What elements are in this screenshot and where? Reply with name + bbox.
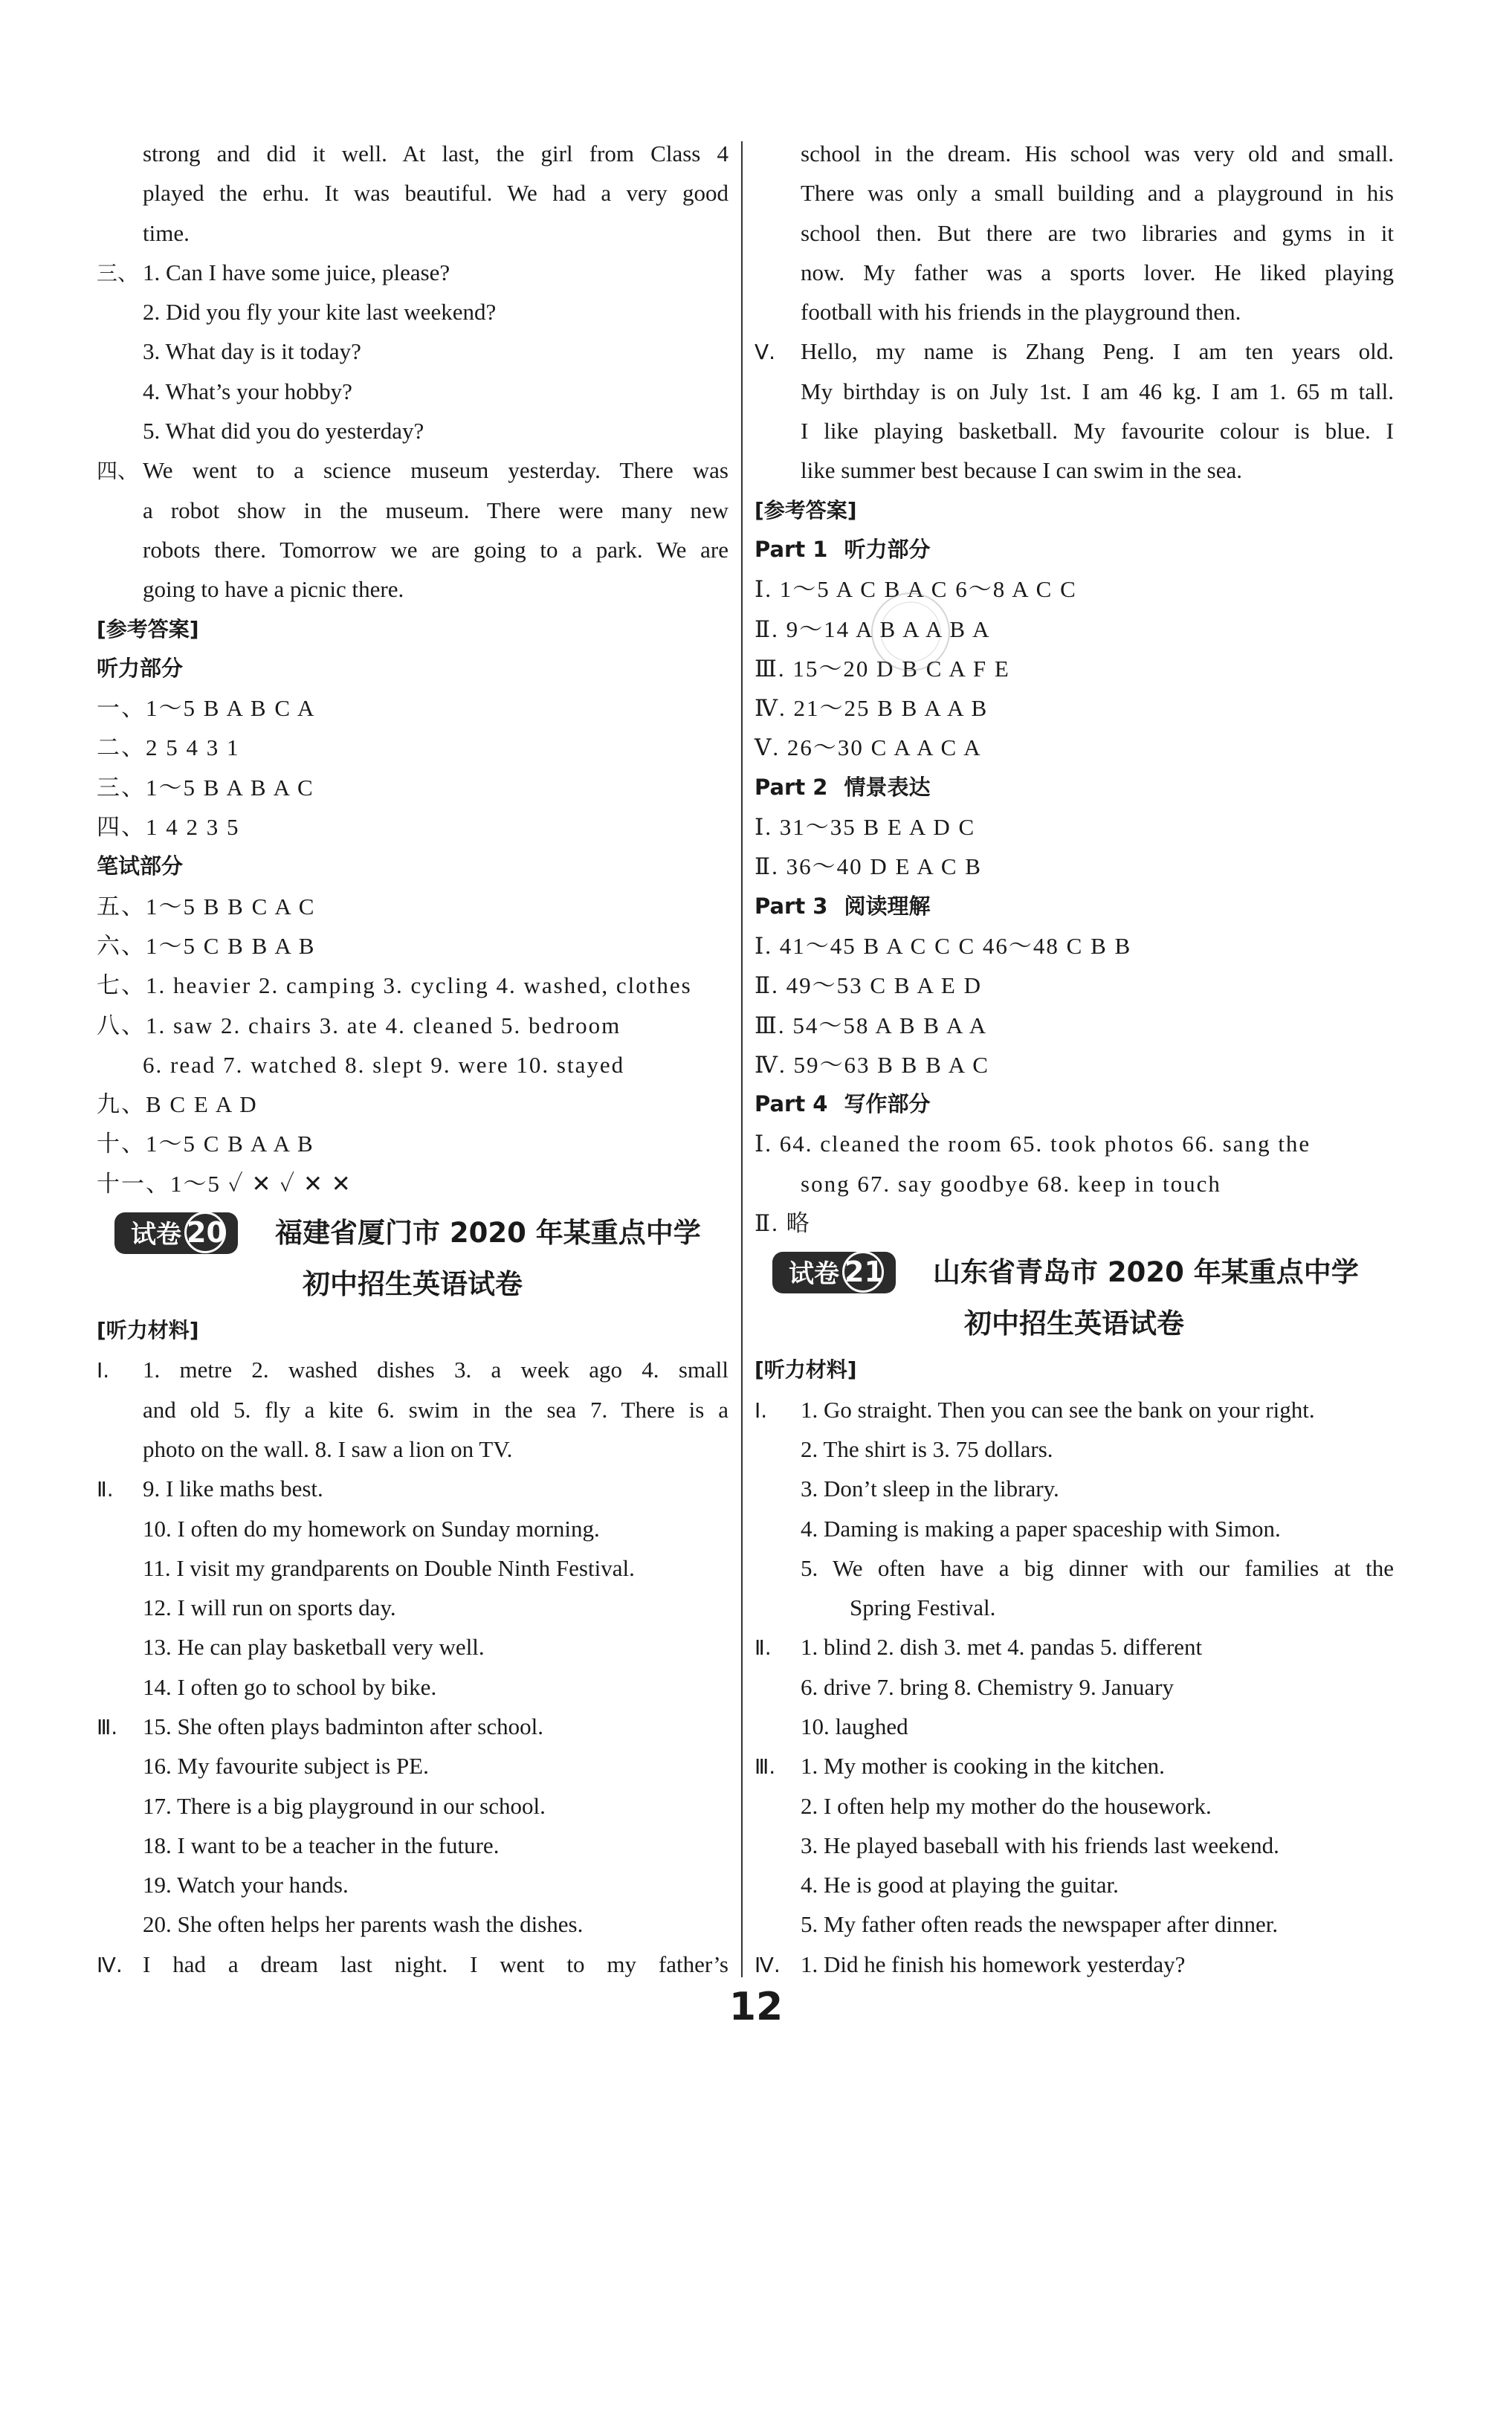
- text-line: [97, 332, 728, 371]
- line-text: 5. We often have a big dinner with our families at the: [801, 1554, 1394, 1581]
- material-line: [755, 1667, 1394, 1707]
- test-badge-label: 试卷: [789, 1259, 839, 1290]
- material-line: [97, 1588, 728, 1627]
- line-text: 10. laughed: [801, 1713, 908, 1739]
- material-line: [755, 1904, 1394, 1944]
- column-divider: [741, 141, 743, 1977]
- answer-line: [97, 1164, 728, 1203]
- section-label: Ⅱ.: [97, 1477, 114, 1502]
- text-line: [755, 213, 1394, 253]
- line-text: Hello, my name is Zhang Peng. I am ten years old.: [801, 338, 1394, 365]
- material-line: [97, 1429, 728, 1469]
- line-text: 1. My mother is cooking in the kitchen.: [801, 1753, 1165, 1780]
- section-label: 四、: [97, 459, 139, 484]
- line-text: football with his friends in the playground then.: [801, 299, 1241, 326]
- material-heading: [听力材料]: [97, 1318, 199, 1343]
- material-line: [97, 1865, 728, 1904]
- material-line: [755, 1548, 1394, 1588]
- line-text: going to have a picnic there.: [143, 576, 404, 603]
- line-text: now. My father was a sports lover. He liked playing: [801, 259, 1394, 285]
- material-line: [755, 1469, 1394, 1508]
- text-line: [755, 450, 1394, 490]
- answer-line: 四、1 4 2 3 5: [97, 814, 240, 841]
- line-text: 12. I will run on sports day.: [143, 1594, 396, 1621]
- answer-line: Ⅲ. 54～58 A B B A A: [755, 1012, 988, 1038]
- page-number: 12: [728, 1985, 784, 2029]
- material-line: [97, 1786, 728, 1826]
- part-heading-en: Part 3: [755, 893, 828, 919]
- part-heading: [755, 1085, 1394, 1124]
- section-label: Ⅱ.: [755, 1635, 772, 1661]
- section-label: Ⅳ.: [97, 1952, 123, 1977]
- text-line: [755, 134, 1394, 173]
- test-title: 山东省青岛市 2020 年某重点中学: [933, 1256, 1359, 1289]
- line-text: 1. Can I have some juice, please?: [143, 259, 450, 285]
- answer-line: song 67. say goodbye 68. keep in touch: [801, 1170, 1221, 1197]
- line-text: 14. I often go to school by bike.: [143, 1673, 437, 1700]
- part-heading-cn: 情景表达: [844, 774, 931, 800]
- answer-line: Ⅱ. 36～40 D E A C B: [755, 853, 982, 880]
- text-line: [97, 213, 728, 253]
- line-text: a robot show in the museum. There were many new: [143, 497, 728, 523]
- test-subtitle: 初中招生英语试卷: [964, 1308, 1184, 1340]
- material-line: [755, 1865, 1394, 1904]
- line-text: 10. I often do my homework on Sunday morning.: [143, 1515, 600, 1542]
- part-heading: [755, 768, 1394, 807]
- line-text: 17. There is a big playground in our school.: [143, 1792, 546, 1819]
- line-text: 1. Did he finish his homework yesterday?: [801, 1951, 1186, 1977]
- line-text: 4. Daming is making a paper spaceship with Simon.: [801, 1515, 1281, 1542]
- line-text: time.: [143, 219, 190, 246]
- line-text: 3. Don’t sleep in the library.: [801, 1476, 1059, 1502]
- material-line: [755, 1826, 1394, 1865]
- line-text: 九、B C E A D: [97, 1091, 258, 1118]
- part-heading-en: Part 2: [755, 774, 828, 800]
- line-text: 3. What day is it today?: [143, 338, 361, 365]
- material-line: [755, 1627, 1394, 1667]
- left-column: [97, 134, 728, 1984]
- line-text: 5. My father often reads the newspaper after dinner.: [801, 1911, 1279, 1938]
- line-text: 十、1～5 C B A A B: [97, 1131, 314, 1157]
- text-line: [97, 530, 728, 569]
- answer-line: Ⅳ. 59～63 B B B A C: [755, 1051, 989, 1078]
- line-text: 6. drive 7. bring 8. Chemistry 9. January: [801, 1673, 1174, 1700]
- text-line: [97, 450, 728, 490]
- answer-heading: [参考答案]: [97, 616, 199, 642]
- answer-line: Ⅰ. 64. cleaned the room 65. took photos 66. sang the: [755, 1131, 1311, 1157]
- answer-line: 二、2 5 4 3 1: [97, 734, 240, 761]
- line-text: 2. Did you fly your kite last weekend?: [143, 299, 497, 326]
- section-label: 三、: [97, 260, 139, 285]
- material-line: [97, 1826, 728, 1865]
- watermark-stamp-icon: [866, 587, 955, 676]
- line-text: 2. The shirt is 3. 75 dollars.: [801, 1435, 1053, 1462]
- material-line: [97, 1746, 728, 1785]
- answer-line: Ⅱ. 9～14 A B A A B A: [755, 615, 991, 642]
- material-line: [97, 1627, 728, 1667]
- line-text: and old 5. fly a kite 6. swim in the sea 7. There is a: [143, 1396, 728, 1423]
- test-badge: [114, 1212, 238, 1254]
- text-line: [755, 332, 1394, 371]
- material-line: [97, 1350, 728, 1389]
- text-line: [97, 134, 728, 173]
- material-line: [97, 1707, 728, 1746]
- answer-line: Ⅰ. 31～35 B E A D C: [755, 814, 976, 841]
- material-line: [755, 1588, 1394, 1627]
- answer-line: Ⅰ. 41～45 B A C C C 46～48 C B B: [755, 932, 1132, 959]
- line-text: strong and did it well. At last, the girl from Class 4: [143, 140, 728, 167]
- material-line: [755, 1509, 1394, 1548]
- test-header: [755, 1246, 1394, 1298]
- section-label: Ⅴ.: [755, 340, 776, 365]
- line-text: There was only a small building and a playground in his: [801, 180, 1394, 207]
- material-heading: [听力材料]: [755, 1357, 857, 1383]
- line-text: 15. She often plays badminton after school.: [143, 1713, 543, 1739]
- answer-line: Ⅳ. 21～25 B B A A B: [755, 695, 989, 722]
- answer-line: Ⅰ. 1～5 A C B A C 6～8 A C C: [755, 576, 1077, 603]
- line-text: I like playing basketball. My favourite colour is blue. I: [801, 418, 1394, 445]
- answer-line: Ⅴ. 26～30 C A A C A: [755, 734, 982, 761]
- test-number: 21: [842, 1251, 884, 1293]
- section-label: Ⅳ.: [755, 1952, 781, 1977]
- part-heading: [755, 887, 1394, 926]
- answer-line: [97, 926, 728, 966]
- section-label: Ⅲ.: [97, 1714, 118, 1739]
- test-number: 20: [184, 1212, 226, 1253]
- answer-line: [97, 966, 728, 1005]
- answer-heading: [参考答案]: [755, 497, 857, 523]
- line-text: 十一、1～5 ✓ ✕ ✓ ✕ ✕: [97, 1170, 352, 1197]
- material-line: [755, 1429, 1394, 1469]
- material-line: [755, 1786, 1394, 1826]
- text-line: [755, 372, 1394, 411]
- test-subtitle: 初中招生英语试卷: [303, 1268, 523, 1301]
- line-text: played the erhu. It was beautiful. We had a very good: [143, 180, 728, 207]
- part-heading: [755, 530, 1394, 569]
- part-heading-cn: 听力部分: [844, 536, 931, 562]
- line-text: 11. I visit my grandparents on Double Ninth Festival.: [143, 1554, 635, 1581]
- text-line: [755, 411, 1394, 450]
- text-line: [97, 411, 728, 450]
- line-text: I had a dream last night. I went to my father’s: [143, 1951, 728, 1977]
- line-text: We went to a science museum yesterday. There was: [143, 457, 728, 484]
- answer-line: Ⅱ. 49～53 C B A E D: [755, 972, 982, 999]
- answer-line: [97, 1045, 728, 1085]
- material-line: [97, 1548, 728, 1588]
- test-badge: [772, 1252, 896, 1293]
- material-line: [97, 1945, 728, 1984]
- line-text: 13. He can play basketball very well.: [143, 1634, 485, 1661]
- test-badge-label: 试卷: [131, 1220, 181, 1250]
- line-text: photo on the wall. 8. I saw a lion on TV.: [143, 1435, 513, 1462]
- material-line: [97, 1667, 728, 1707]
- part-heading-cn: 写作部分: [844, 1091, 931, 1117]
- line-text: 1. Go straight. Then you can see the bank on your right.: [801, 1396, 1315, 1423]
- line-text: 4. He is good at playing the guitar.: [801, 1872, 1119, 1898]
- answer-line: [97, 1085, 728, 1124]
- line-text: Spring Festival.: [850, 1594, 996, 1621]
- text-line: [97, 491, 728, 530]
- part-heading-en: Part 1: [755, 536, 828, 562]
- line-text: 19. Watch your hands.: [143, 1872, 349, 1898]
- text-line: [97, 569, 728, 609]
- test-header: [97, 1206, 728, 1258]
- section-label: Ⅲ.: [755, 1754, 776, 1780]
- written-heading: 笔试部分: [97, 853, 184, 879]
- text-line: [97, 292, 728, 332]
- part-heading-cn: 阅读理解: [844, 893, 931, 919]
- line-text: 六、1～5 C B B A B: [97, 932, 316, 959]
- test-20-header: [97, 1206, 728, 1311]
- listening-heading: 听力部分: [97, 655, 184, 681]
- line-text: My birthday is on July 1st. I am 46 kg. I am 1. 65 m tall.: [801, 378, 1394, 404]
- test-title: 福建省厦门市 2020 年某重点中学: [275, 1217, 701, 1250]
- material-line: [97, 1509, 728, 1548]
- line-text: school then. But there are two libraries and gyms in it: [801, 219, 1394, 246]
- line-text: 七、1. heavier 2. camping 3. cycling 4. washed, clothes: [97, 972, 692, 999]
- line-text: 3. He played baseball with his friends last weekend.: [801, 1832, 1279, 1858]
- line-text: school in the dream. His school was very old and small.: [801, 140, 1394, 167]
- test-21-header: [755, 1246, 1394, 1350]
- text-line: [97, 173, 728, 213]
- line-text: robots there. Tomorrow we are going to a park. We are: [143, 536, 728, 563]
- line-text: 16. My favourite subject is PE.: [143, 1753, 429, 1780]
- answer-line: [97, 887, 728, 926]
- section-label: Ⅰ.: [755, 1397, 768, 1423]
- line-text: 五、1～5 B B C A C: [97, 893, 316, 920]
- section-label: Ⅰ.: [97, 1358, 110, 1383]
- line-text: 18. I want to be a teacher in the future.: [143, 1832, 500, 1858]
- material-line: [97, 1904, 728, 1944]
- answer-line: Ⅱ. 略: [755, 1210, 811, 1237]
- line-text: 1. metre 2. washed dishes 3. a week ago 4. small: [143, 1357, 728, 1383]
- material-line: [755, 1390, 1394, 1429]
- line-text: 八、1. saw 2. chairs 3. ate 4. cleaned 5. bedroom: [97, 1012, 621, 1038]
- line-text: 6. read 7. watched 8. slept 9. were 10. stayed: [143, 1051, 625, 1078]
- material-line: [97, 1390, 728, 1429]
- answer-line: [97, 1124, 728, 1163]
- line-text: 1. blind 2. dish 3. met 4. pandas 5. different: [801, 1634, 1203, 1661]
- line-text: 2. I often help my mother do the housework.: [801, 1792, 1212, 1819]
- material-line: [97, 1469, 728, 1508]
- line-text: like summer best because I can swim in the sea.: [801, 457, 1242, 484]
- text-line: [755, 173, 1394, 213]
- text-line: [97, 253, 728, 292]
- line-text: 9. I like maths best.: [143, 1476, 323, 1502]
- part-heading-en: Part 4: [755, 1091, 828, 1117]
- text-line: [755, 253, 1394, 292]
- material-line: [755, 1746, 1394, 1785]
- line-text: 4. What’s your hobby?: [143, 378, 352, 404]
- material-line: [755, 1707, 1394, 1746]
- right-column: [755, 134, 1394, 1984]
- line-text: 20. She often helps her parents wash the dishes.: [143, 1911, 584, 1938]
- material-line: [755, 1945, 1394, 1984]
- text-line: [755, 292, 1394, 332]
- answer-line: 一、1～5 B A B C A: [97, 695, 316, 722]
- answer-line: 三、1～5 B A B A C: [97, 774, 314, 801]
- text-line: [97, 372, 728, 411]
- answer-line: [97, 1006, 728, 1045]
- answer-line: Ⅲ. 15～20 D B C A F E: [755, 655, 1010, 682]
- line-text: 5. What did you do yesterday?: [143, 418, 424, 445]
